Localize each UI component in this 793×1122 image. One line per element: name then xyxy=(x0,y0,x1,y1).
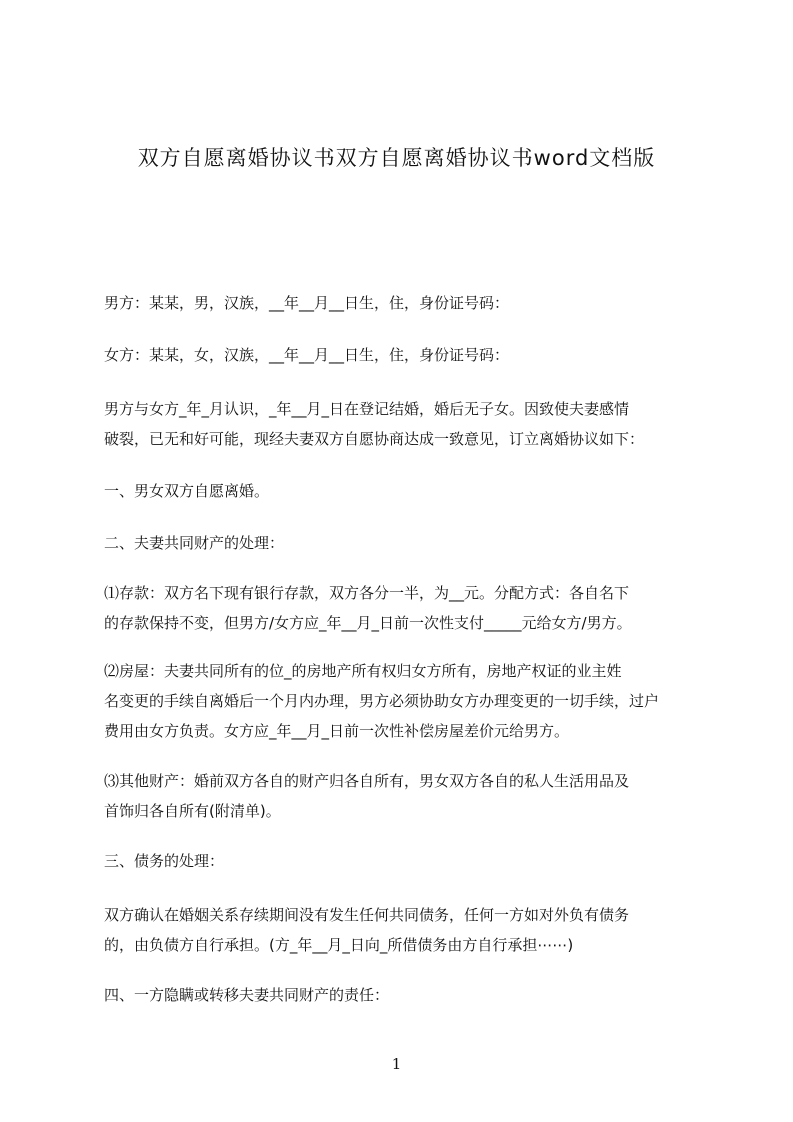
paragraph-debt xyxy=(104,900,704,960)
paragraph-line: 男方与女方_年_月认识，_年__月_日在登记结婚，婚后无子女。因致使夫妻感情 xyxy=(104,400,630,418)
paragraph-line: 首饰归各自所有(附清单)。 xyxy=(104,802,281,820)
paragraph-line: ⑴存款：双方名下现有银行存款，双方各分一半，为__元。分配方式：各自名下 xyxy=(104,584,630,602)
paragraph-line: 的存款保持不变，但男方/女方应_年__月_日前一次性支付_____元给女方/男方。 xyxy=(104,614,632,632)
paragraph-line: 双方确认在婚姻关系存续期间没有发生任何共同债务，任何一方如对外负有债务 xyxy=(104,906,630,924)
section-heading-2 xyxy=(104,528,704,558)
section-heading-3 xyxy=(104,846,704,876)
section-heading-4 xyxy=(104,980,704,1010)
paragraph-other-property xyxy=(104,766,704,826)
paragraph-line: 的，由负债方自行承担。(方_年__月_日向_所借债务由方自行承担⋯⋯) xyxy=(104,936,574,954)
section-heading-1 xyxy=(104,476,704,506)
document-title: 双方自愿离婚协议书双方自愿离婚协议书word文档版 xyxy=(137,146,656,170)
paragraph-line: 三、债务的处理： xyxy=(104,852,225,870)
paragraph-line: 破裂，已无和好可能，现经夫妻双方自愿协商达成一致意见，订立离婚协议如下： xyxy=(104,430,645,448)
paragraph-line: 一、男女双方自愿离婚。 xyxy=(104,482,270,500)
paragraph-line: 男方：某某，男，汉族，__年__月__日生，住，身份证号码： xyxy=(104,294,510,312)
paragraph-background xyxy=(104,394,704,454)
page-number: 1 xyxy=(391,1055,402,1073)
paragraph-line: 二、夫妻共同财产的处理： xyxy=(104,534,285,552)
paragraph-line: 费用由女方负责。女方应_年__月_日前一次性补偿房屋差价元给男方。 xyxy=(104,722,570,740)
paragraph-line: 四、一方隐瞒或转移夫妻共同财产的责任： xyxy=(104,986,390,1004)
paragraph-line: ⑶其他财产：婚前双方各自的财产归各自所有，男女双方各自的私人生活用品及 xyxy=(104,772,630,790)
paragraph-male-party xyxy=(104,288,704,318)
paragraph-line: ⑵房屋：夫妻共同所有的位_的房地产所有权归女方所有，房地产权证的业主姓 xyxy=(104,662,622,680)
paragraph-female-party xyxy=(104,340,704,370)
paragraph-line: 名变更的手续自离婚后一个月内办理，男方必须协助女方办理变更的一切手续，过户 xyxy=(104,692,660,710)
paragraph-line: 女方：某某，女，汉族，__年__月__日生，住，身份证号码： xyxy=(104,346,510,364)
paragraph-deposit xyxy=(104,578,704,638)
paragraph-house xyxy=(104,656,704,746)
